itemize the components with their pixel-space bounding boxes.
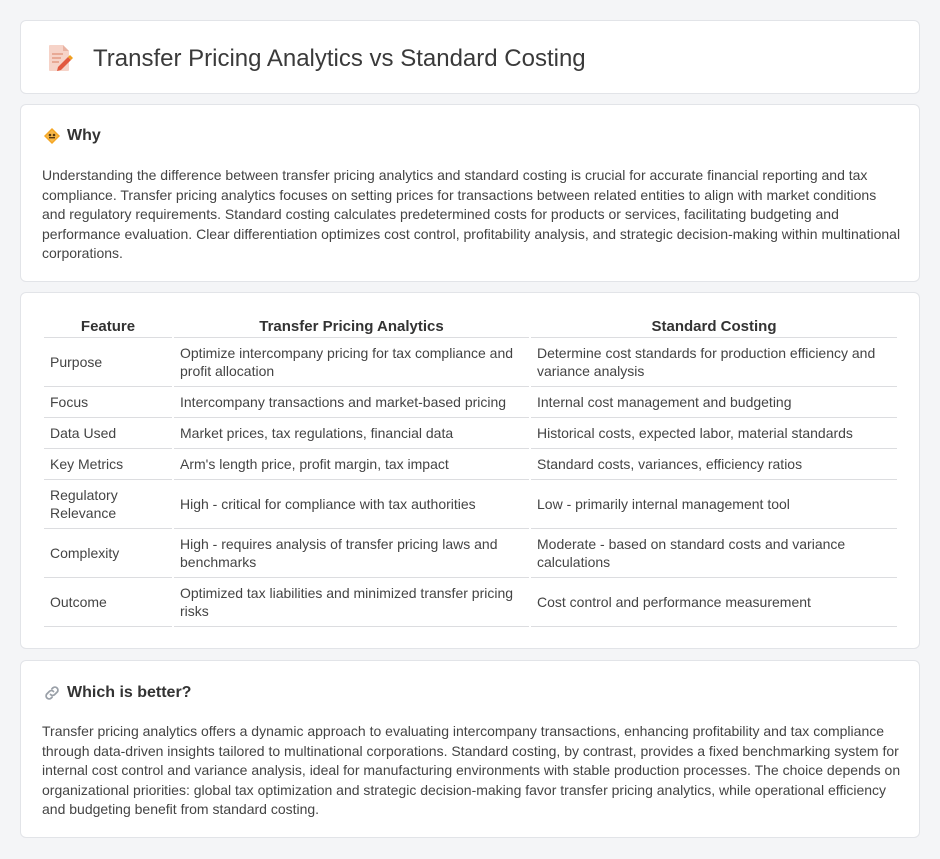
standard-costing-cell: Moderate - based on standard costs and variance calculations [531, 529, 897, 578]
better-heading [43, 684, 191, 702]
transfer-pricing-cell: Market prices, tax regulations, financial data [174, 418, 529, 449]
document-pencil-icon [47, 43, 73, 73]
why-paragraph: Understanding the difference between transfer pricing analytics and standard costing is crucial for accurate financial reporting and tax compliance. Transfer pricing analytics focuses on setting prices for transactions between related entities to align with market conditions and regulatory requirements. Standard costing calculates predetermined costs for products or services, facilitating budgeting and performance evaluation. Clear differentiation optimizes cost control, profitability analysis, and strategic decision-making within multinational corporations. [42, 167, 901, 262]
transfer-pricing-cell: Optimized tax liabilities and minimized transfer pricing risks [174, 578, 529, 627]
standard-costing-cell: Internal cost management and budgeting [531, 387, 897, 418]
feature-cell: Outcome [44, 578, 172, 627]
table-row [44, 480, 897, 529]
table-row [44, 338, 897, 387]
standard-costing-cell: Standard costs, variances, efficiency ratios [531, 449, 897, 480]
transfer-pricing-cell: Arm's length price, profit margin, tax impact [174, 449, 529, 480]
column-header: Transfer Pricing Analytics [174, 316, 529, 338]
feature-cell: Complexity [44, 529, 172, 578]
transfer-pricing-cell: High - critical for compliance with tax authorities [174, 480, 529, 529]
transfer-pricing-cell: High - requires analysis of transfer pricing laws and benchmarks [174, 529, 529, 578]
column-header: Feature [44, 316, 172, 338]
table-header-row [44, 316, 897, 338]
feature-cell: Regulatory Relevance [44, 480, 172, 529]
comparison-table [42, 316, 899, 627]
feature-cell: Data Used [44, 418, 172, 449]
table-row [44, 387, 897, 418]
table-row [44, 529, 897, 578]
diamond-sign-icon [43, 127, 61, 145]
table-row [44, 449, 897, 480]
column-header: Standard Costing [531, 316, 897, 338]
why-heading-text: Why [67, 127, 101, 144]
table-row [44, 418, 897, 449]
transfer-pricing-cell: Intercompany transactions and market-based pricing [174, 387, 529, 418]
page-title: Transfer Pricing Analytics vs Standard Costing [93, 45, 586, 72]
why-section [20, 104, 920, 282]
feature-cell: Focus [44, 387, 172, 418]
standard-costing-cell: Low - primarily internal management tool [531, 480, 897, 529]
comparison-section [20, 292, 920, 649]
feature-cell: Purpose [44, 338, 172, 387]
link-icon [43, 684, 61, 702]
standard-costing-cell: Historical costs, expected labor, material standards [531, 418, 897, 449]
standard-costing-cell: Cost control and performance measurement [531, 578, 897, 627]
title-card [20, 20, 920, 94]
which-is-better-section [20, 660, 920, 838]
standard-costing-cell: Determine cost standards for production efficiency and variance analysis [531, 338, 897, 387]
why-heading [43, 127, 101, 145]
better-paragraph: Transfer pricing analytics offers a dynamic approach to evaluating intercompany transactions, enhancing profitability and tax compliance through data-driven insights tailored to multinational corporations. Standard costing, by contrast, provides a fixed benchmarking system for internal cost control and variance analysis, ideal for manufacturing environments with stable production processes. The choice depends on organizational priorities: global tax optimization and strategic decision-making favor transfer pricing analytics, while operational efficiency and budgeting benefit from standard costing. [42, 723, 901, 818]
feature-cell: Key Metrics [44, 449, 172, 480]
better-heading-text: Which is better? [67, 684, 192, 701]
table-row [44, 578, 897, 627]
transfer-pricing-cell: Optimize intercompany pricing for tax compliance and profit allocation [174, 338, 529, 387]
